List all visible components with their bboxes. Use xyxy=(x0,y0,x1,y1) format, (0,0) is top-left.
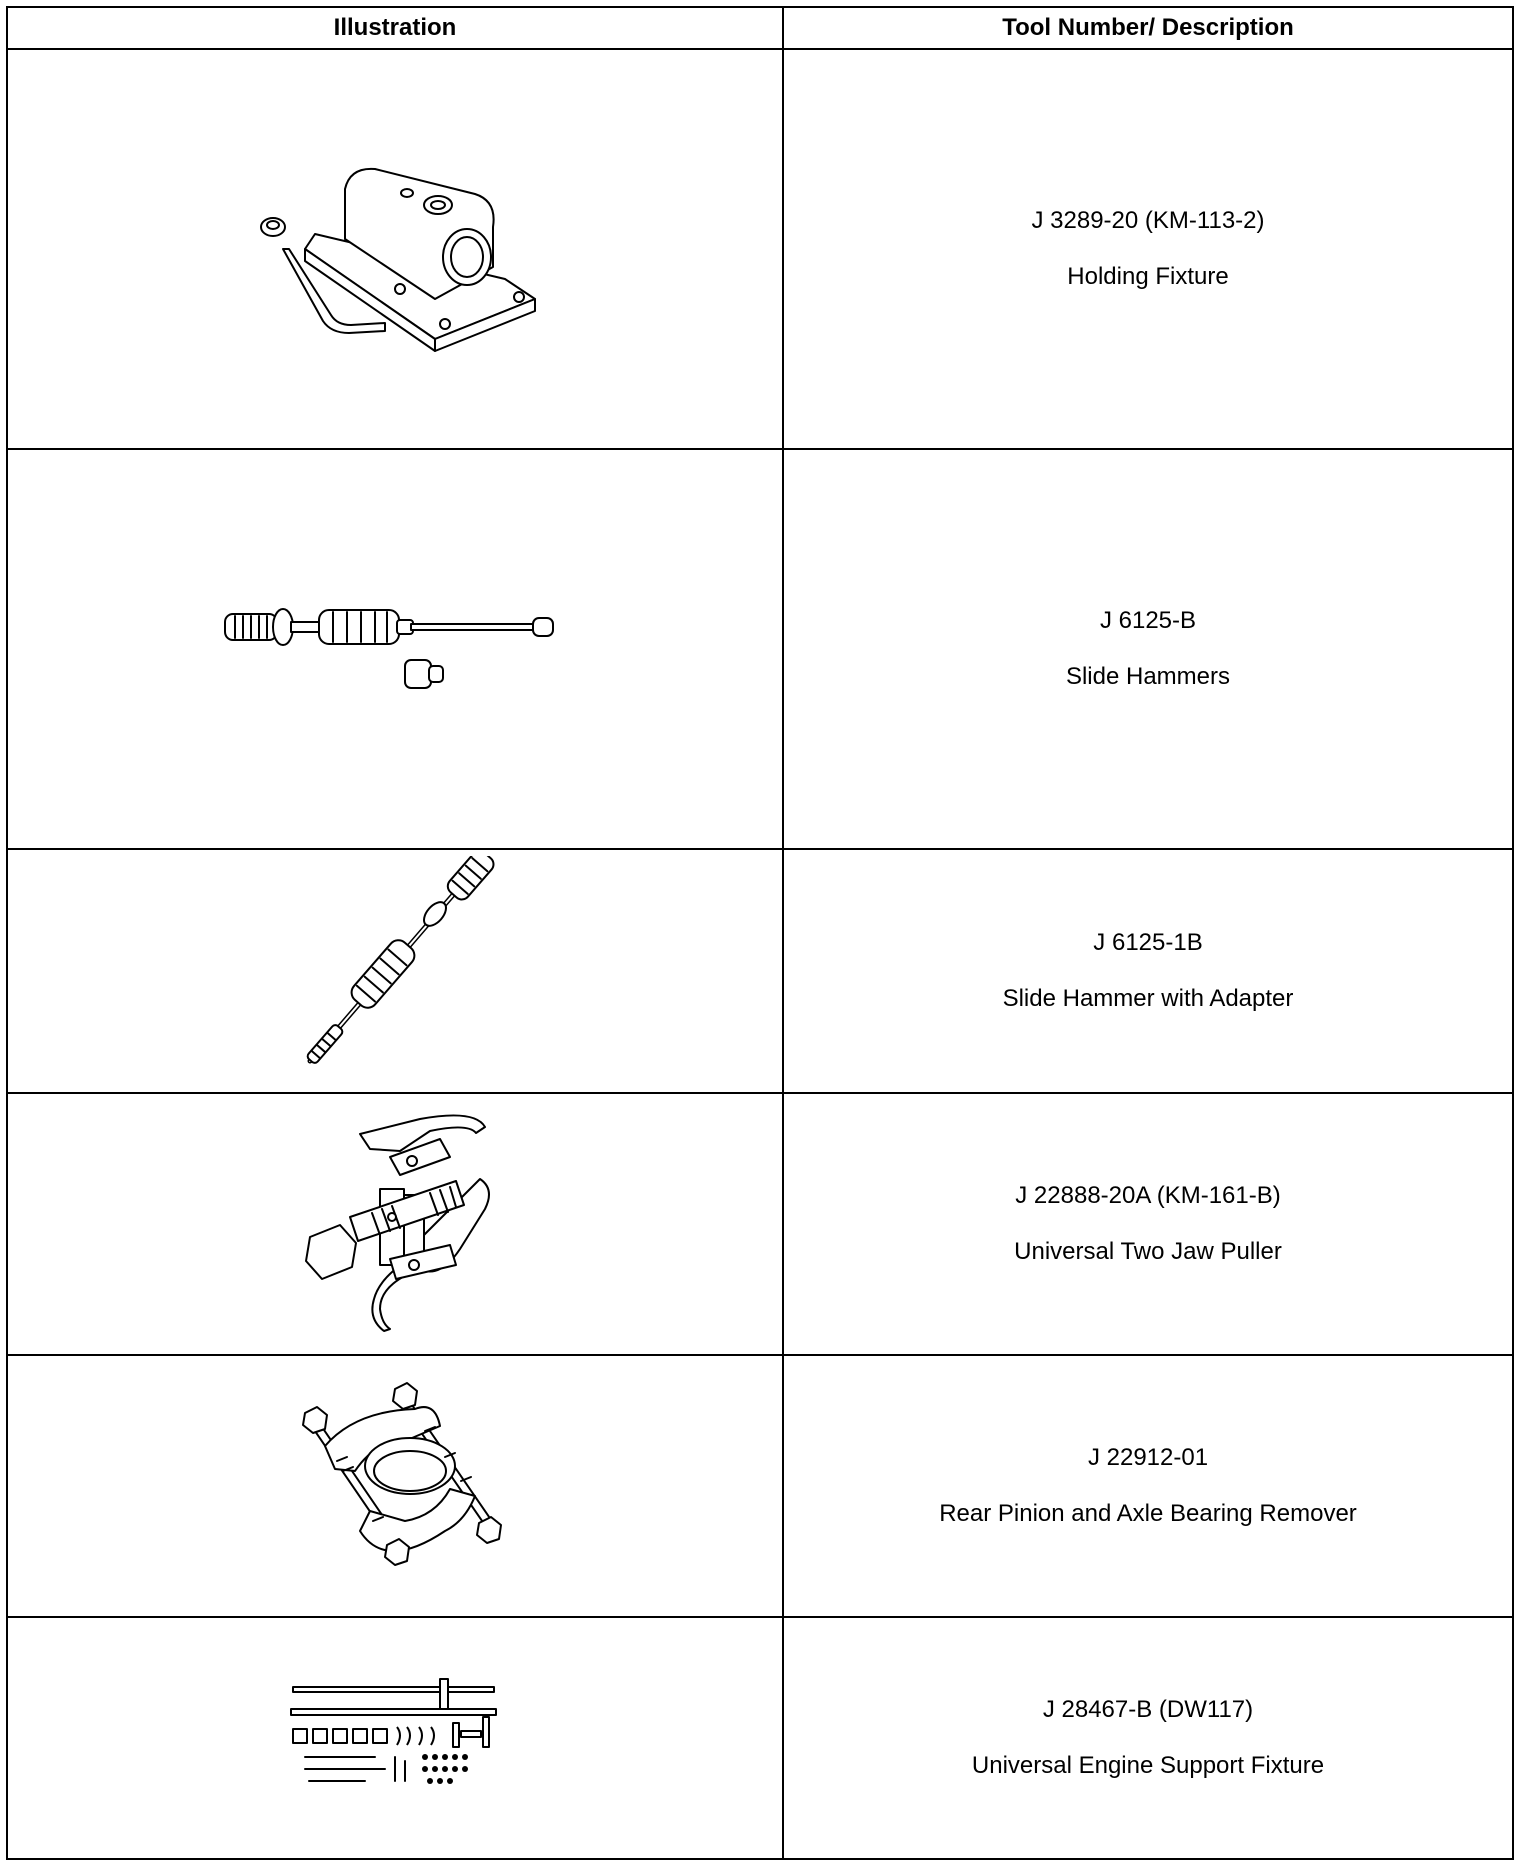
engine-support-fixture-icon xyxy=(285,1673,505,1803)
tool-description-header: Tool Number/ Description xyxy=(783,7,1513,49)
illustration-cell xyxy=(7,49,783,449)
illustration-cell xyxy=(7,849,783,1093)
tool-number: J 6125-1B xyxy=(1093,929,1203,956)
description-cell xyxy=(783,1617,1513,1859)
tool-number: J 28467-B (DW117) xyxy=(1042,1696,1254,1723)
illustration-cell xyxy=(7,1355,783,1617)
tool-description: Slide Hammer with Adapter xyxy=(1002,985,1294,1012)
tool-number: J 6125-B xyxy=(1099,607,1197,634)
table-header-row xyxy=(7,7,1513,49)
table-row xyxy=(7,449,1513,849)
tool-number: J 3289-20 (KM-113-2) xyxy=(1031,207,1265,234)
table-row xyxy=(7,49,1513,449)
description-cell xyxy=(783,849,1513,1093)
illustration-cell xyxy=(7,1617,783,1859)
two-jaw-puller-icon xyxy=(280,1109,510,1339)
holding-fixture-icon xyxy=(235,139,555,359)
tool-number: J 22888-20A (KM-161-B) xyxy=(1015,1182,1281,1209)
tool-description: Slide Hammers xyxy=(1065,663,1231,690)
description-cell xyxy=(783,449,1513,849)
slide-hammers-icon xyxy=(215,594,575,704)
slide-hammer-adapter-icon xyxy=(285,856,505,1086)
description-cell xyxy=(783,1093,1513,1355)
illustration-cell xyxy=(7,449,783,849)
description-cell xyxy=(783,1355,1513,1617)
tool-description: Holding Fixture xyxy=(1067,263,1229,290)
special-tools-table xyxy=(6,6,1514,1860)
description-cell xyxy=(783,49,1513,449)
tool-description: Rear Pinion and Axle Bearing Remover xyxy=(939,1500,1357,1527)
bearing-remover-icon xyxy=(275,1371,515,1601)
table-row xyxy=(7,1617,1513,1859)
table-row xyxy=(7,849,1513,1093)
table-row xyxy=(7,1355,1513,1617)
tool-description: Universal Two Jaw Puller xyxy=(1014,1238,1282,1265)
illustration-cell xyxy=(7,1093,783,1355)
tool-number: J 22912-01 xyxy=(1087,1444,1209,1471)
illustration-header: Illustration xyxy=(7,7,783,49)
tool-description: Universal Engine Support Fixture xyxy=(971,1752,1325,1779)
table-row xyxy=(7,1093,1513,1355)
